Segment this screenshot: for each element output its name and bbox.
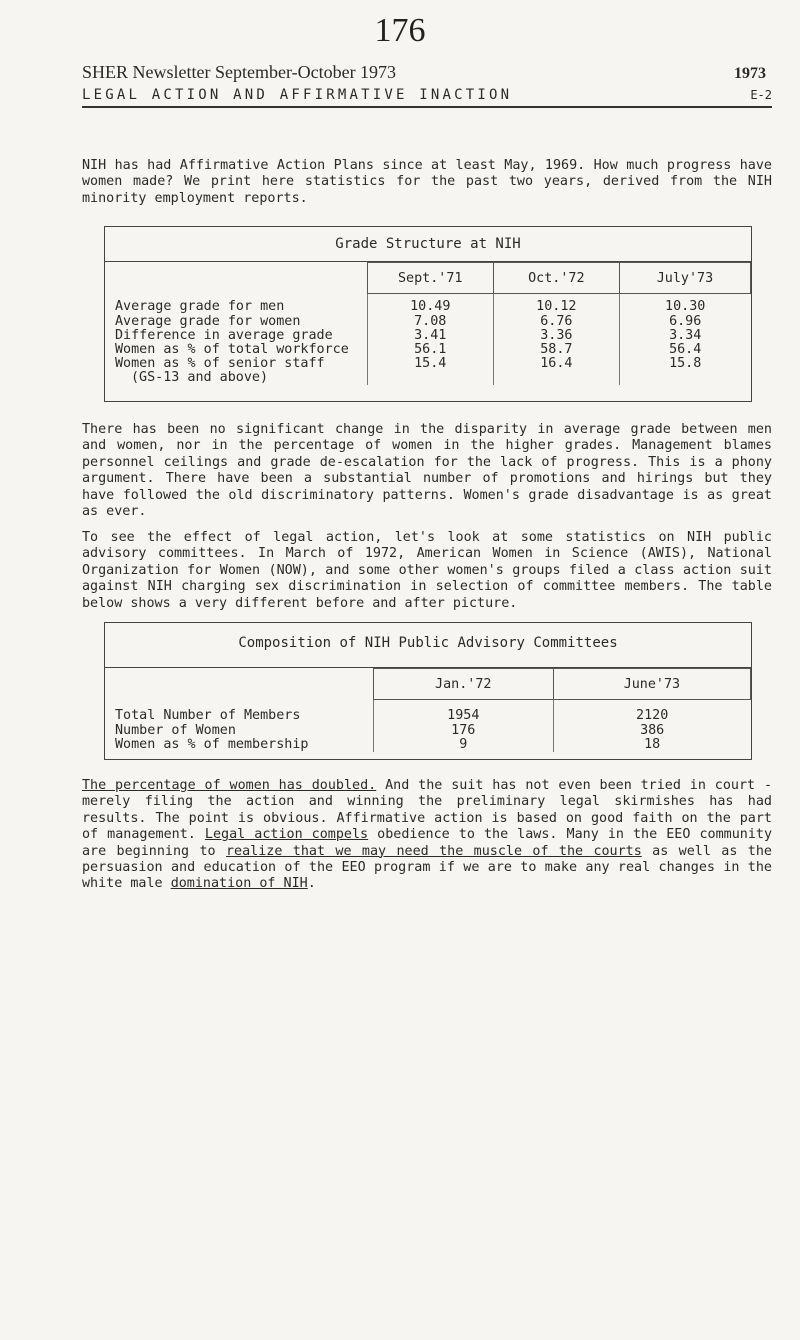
committee-cell: 386 bbox=[553, 724, 750, 738]
grade-row-label: (GS-13 and above) bbox=[131, 369, 269, 385]
section-title: LEGAL ACTION AND AFFIRMATIVE INACTION bbox=[82, 87, 513, 103]
grade-cell: 10.30 bbox=[619, 294, 750, 315]
grade-cell: 10.12 bbox=[493, 294, 619, 315]
year-mark: 1973 bbox=[734, 65, 766, 82]
paragraph-disparity: There has been no significant change in the disparity in average grade between men and women, nor in the percentage of women in the higher grades. Management blames personnel ceilings and grade de-escalation for the lack of progress. This is a phony argument. There have been a substantial number of promotions and hirings but they have followed the old discriminatory patterns. Women's grade disadvantage is as great as ever. bbox=[82, 422, 772, 520]
conclusion-text: . bbox=[307, 876, 316, 892]
grade-row-label: Average grade for women bbox=[115, 313, 301, 329]
grade-col-header: July'73 bbox=[619, 263, 750, 294]
grade-cell: 15.4 bbox=[367, 357, 493, 371]
grade-cell: 10.49 bbox=[367, 294, 493, 315]
grade-cell bbox=[619, 371, 750, 385]
committee-row-label: Women as % of membership bbox=[115, 736, 309, 752]
committee-row-label: Total Number of Members bbox=[115, 707, 301, 723]
grade-col-header: Oct.'72 bbox=[493, 263, 619, 294]
committee-cell: 2120 bbox=[553, 700, 750, 724]
grade-table-title: Grade Structure at NIH bbox=[105, 227, 751, 262]
newsletter-header bbox=[82, 62, 772, 108]
newsletter-title: SHER Newsletter September-October 1973 bbox=[82, 62, 397, 82]
grade-structure-table bbox=[104, 226, 752, 402]
header-rule bbox=[82, 106, 772, 108]
grade-row-label: Women as % of senior staff bbox=[115, 355, 325, 371]
grade-cell bbox=[493, 371, 619, 385]
conclusion-emphasis: domination of NIH bbox=[170, 876, 308, 892]
grade-cell: 6.96 bbox=[619, 315, 750, 329]
conclusion-text: And the suit has not even been tried in court - merely filing the action and winning the preliminary legal skirmishes has had results. The point is obvious. Affirmative action is based on good faith on the part of management. bbox=[82, 778, 773, 843]
section-code: E-2 bbox=[750, 88, 772, 102]
grade-col-header: Sept.'71 bbox=[367, 263, 493, 294]
conclusion-text: as well as the persuasion and education of the EEO program if we are to make any real changes in the white male bbox=[82, 843, 772, 892]
page-number: 176 bbox=[374, 12, 426, 49]
grade-cell: 3.34 bbox=[619, 329, 750, 343]
committee-col-header: Jan.'72 bbox=[373, 669, 553, 700]
conclusion-lead: The percentage of women has doubled. bbox=[82, 778, 377, 793]
committee-table bbox=[104, 622, 752, 760]
committee-cell: 9 bbox=[373, 738, 553, 752]
grade-cell: 56.1 bbox=[367, 343, 493, 357]
grade-cell: 56.4 bbox=[619, 343, 750, 357]
committee-cell: 176 bbox=[373, 724, 553, 738]
grade-cell: 3.36 bbox=[493, 329, 619, 343]
committee-cell: 1954 bbox=[373, 700, 553, 724]
grade-cell bbox=[367, 371, 493, 385]
grade-cell: 58.7 bbox=[493, 343, 619, 357]
grade-cell: 6.76 bbox=[493, 315, 619, 329]
committee-table-grid bbox=[105, 668, 751, 752]
conclusion-emphasis: Legal action compels bbox=[204, 827, 369, 843]
grade-cell: 3.41 bbox=[367, 329, 493, 343]
committee-row-label: Number of Women bbox=[115, 722, 236, 738]
paragraph-legal-action: To see the effect of legal action, let's look at some statistics on NIH public advisory committees. In March of 1972, American Women in Science (AWIS), National Organization for Women (NOW), and some other women's groups filed a class action suit against NIH charging sex discrimination in selection of committee members. The table below shows a very different before and after picture. bbox=[82, 530, 772, 611]
committee-col-header: June'73 bbox=[553, 669, 750, 700]
paragraph-conclusion bbox=[82, 778, 772, 893]
committee-cell: 18 bbox=[553, 738, 750, 752]
grade-table-grid bbox=[105, 262, 751, 385]
grade-row-label: Average grade for men bbox=[115, 299, 285, 314]
grade-cell: 16.4 bbox=[493, 357, 619, 371]
intro-paragraph: NIH has had Affirmative Action Plans since at least May, 1969. How much progress have women made? We print here statistics for the past two years, derived from the NIH minority employment reports. bbox=[82, 158, 772, 206]
grade-cell: 15.8 bbox=[619, 357, 750, 371]
grade-cell: 7.08 bbox=[367, 315, 493, 329]
grade-row-label: Difference in average grade bbox=[115, 327, 333, 343]
conclusion-text: obedience to the laws. Many in the EEO community are beginning to bbox=[82, 827, 773, 859]
grade-row-label: Women as % of total workforce bbox=[115, 341, 349, 357]
committee-table-title: Composition of NIH Public Advisory Committees bbox=[105, 623, 751, 668]
conclusion-emphasis: realize that we may need the muscle of the courts bbox=[225, 843, 642, 859]
